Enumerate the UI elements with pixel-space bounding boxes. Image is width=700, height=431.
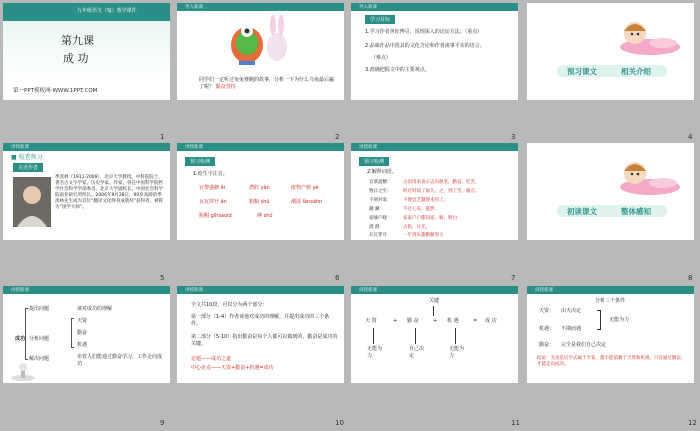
formula-success: 成 功 [485, 318, 497, 324]
row-diligence-value: 完全是我们自己决定 [561, 342, 607, 348]
arrow-3 [455, 328, 456, 344]
objective-3: 3.准确把握文中的主要观点。 [365, 67, 430, 73]
question-body: 同学们一定听过龟兔赛跑的故事，分析一下为什么乌龟最后赢了呢？ [199, 77, 335, 90]
slide-number: 10 [335, 419, 344, 427]
pinyin-1: 官黎盛糖 ǎi [199, 185, 226, 191]
label-analyze: 分析问题 [29, 336, 50, 342]
preview-button[interactable]: 预习课文 [567, 67, 597, 76]
slide-thumbnail-9[interactable] [3, 286, 170, 383]
note-opportunity: 无能为力 [449, 346, 465, 359]
slide-number: 1 [160, 133, 165, 141]
term-7-key: 瓦瓦穿开： [369, 233, 392, 238]
girl-illustration [615, 13, 685, 58]
pinyin-3: 废物产榜 yè [291, 185, 319, 191]
brace [597, 310, 601, 330]
header-bar [527, 286, 694, 294]
slide-number: 9 [160, 419, 165, 427]
term-3-key: 不屑对发： [369, 198, 392, 203]
objective-1: 1.学习作者务征博引、说理深入的论证方法。（重点） [365, 29, 483, 35]
girl-illustration [615, 153, 685, 198]
first-read-button[interactable]: 初读课文 [567, 207, 597, 216]
header-bar [351, 286, 518, 294]
item-diligence: 勤奋 [77, 330, 88, 336]
overview-button[interactable]: 整体感知 [621, 207, 651, 216]
header-bar [3, 286, 170, 294]
pinyin-7: 瓶帽 gìhsàoid [199, 213, 232, 219]
check-tag: 预习检测 [359, 157, 389, 166]
formula-opportunity: 机 遇 [447, 318, 459, 324]
slide-number: 6 [335, 274, 340, 282]
header-bar [351, 143, 518, 151]
objectives-tag: 学习目标 [365, 15, 395, 24]
slide-thumbnail-8[interactable] [527, 143, 694, 240]
part-two [191, 334, 339, 348]
header-bar [3, 143, 170, 151]
slide-number: 3 [511, 133, 516, 141]
tortoise-hare-illustration [225, 13, 295, 73]
slide-thumbnail-12[interactable] [527, 286, 694, 383]
pinyin-6: 潮湿 lǎnsàhn [291, 199, 323, 205]
center-label: 成功 [15, 336, 26, 342]
arrow-2 [415, 328, 416, 344]
bracket [25, 308, 28, 360]
title-area [3, 21, 170, 81]
header-bar [177, 3, 344, 11]
check-tag: 预习检测 [185, 157, 215, 166]
slide-header: 九年级语文（SJ）教学课件 [77, 8, 137, 14]
answer-highlight: 勤奋坚持 [215, 84, 236, 90]
header-text: 讲授新课 [11, 145, 29, 150]
row-opportunity-value: 不期而遇 [561, 326, 582, 332]
section-label: 检查预习 [18, 154, 43, 161]
lamp-decoration [9, 362, 37, 382]
slide-thumbnail-7[interactable] [351, 143, 518, 240]
slide-thumbnail-6[interactable] [177, 143, 344, 240]
question-text [199, 77, 334, 91]
terms-heading: 2.解释词语。 [367, 169, 397, 175]
author-tag: 走近作者 [13, 163, 43, 172]
part-one [191, 314, 339, 328]
term-4-value: 不过心头：滋然 [403, 207, 435, 212]
thesis-line: 中心论点——天资+勤奋+机遇=成功 [191, 365, 274, 371]
term-6-key: 潜 潜： [369, 225, 384, 230]
topic-line: 论题——成功之道 [191, 356, 232, 362]
formula-equals: = [473, 318, 478, 324]
header-bar [177, 286, 344, 294]
brace-label: 无能为力 [609, 317, 630, 323]
slide-number: 2 [335, 133, 340, 141]
term-1-key: 官慕盈糖： [369, 180, 392, 185]
slide-thumbnail-11[interactable] [351, 286, 518, 383]
slide-subtitle: 成 功 [63, 52, 89, 65]
slide-thumbnail-4[interactable] [527, 3, 694, 100]
pinyin-4: 瓦瓦穿开 ǎn [199, 199, 227, 205]
header-text: 讲授新课 [11, 288, 29, 293]
slide-thumbnail-10[interactable] [177, 286, 344, 383]
item-talent: 天资 [77, 318, 88, 324]
row-talent-key: 天资： [539, 308, 555, 314]
formula-talent: 天 资 [365, 318, 377, 324]
term-3-value: 不便宜乏题现来到了。 [403, 198, 448, 203]
key-arrow [433, 306, 434, 316]
pinyin-5: 粗粮 shū [249, 199, 270, 205]
term-5-value: 家家户户都知道。喻，明白 [403, 216, 457, 221]
term-2-key: 物日之至： [369, 189, 392, 194]
header-bar [351, 3, 518, 11]
bracket-inner [71, 318, 74, 348]
author-photo [13, 177, 51, 227]
analysis-title: 分析三个条件 [595, 298, 626, 304]
header-text: 讲授新课 [359, 145, 377, 150]
term-5-key: 家喻户晓： [369, 216, 392, 221]
row-diligence-key: 勤奋： [539, 342, 555, 348]
part-two-text: 第二部分（5-10）指出勤奋是每个人都可以做到的，勤奋是成功的关键。 [191, 334, 338, 347]
term-2-value: 经过时间了很久。之，到了至，极点。 [403, 189, 480, 194]
formula-plus-1: + [393, 318, 398, 324]
slide-number: 12 [688, 419, 697, 427]
slide-number: 11 [511, 419, 520, 427]
header-text: 讲授新课 [535, 288, 553, 293]
check-heading: 1.给生字注音。 [193, 171, 228, 177]
term-6-value: 古指，日光。 [403, 225, 430, 230]
pinyin-2: 潜腔 yān [249, 185, 270, 191]
pinyin-8: 缚 shū [257, 213, 273, 219]
term-7-value: 一年到头都勤勤努力 [403, 233, 444, 238]
section-title [11, 154, 43, 161]
slide-thumbnail-5[interactable] [3, 143, 170, 240]
slide-number: 7 [511, 274, 516, 282]
arrow-1 [373, 328, 374, 344]
slide-thumbnail-2[interactable] [177, 3, 344, 100]
term-4-key: 潮 潮： [369, 207, 384, 212]
intro-button[interactable]: 相关介绍 [621, 67, 651, 76]
item-conclusion: 牵着人们能通过勤奋学习、工作走向成功 [77, 354, 163, 367]
header-bar [177, 143, 344, 151]
label-solve: 解决问题 [29, 356, 50, 362]
objective-2: 2.品味作品中很具的文化含论和作者谈事平实的语言。 [365, 43, 485, 49]
structure-intro: 全文共10段，可以分为两个部分： [191, 302, 268, 308]
part-one-text: 第一部分（1-4）作者谈他对成功的理解，并提出成功的三个条件。 [191, 314, 330, 327]
formula-diligence: 勤 奋 [407, 318, 419, 324]
section-icon: ■ [11, 154, 19, 161]
slide-title: 第九课 [61, 34, 94, 47]
item-opportunity: 机遇 [77, 342, 88, 348]
header-text: 讲授新课 [185, 145, 203, 150]
slide-footer: 第一PPT模板网-WWW.1PPT.COM [13, 88, 98, 94]
row-talent-value: 由天决定 [561, 308, 582, 314]
note-diligence: 自己决定 [409, 346, 425, 359]
slide-thumbnail-1[interactable] [3, 3, 170, 100]
header-text: 讲授新课 [185, 288, 203, 293]
slide-number: 5 [160, 274, 165, 282]
slide-number: 8 [688, 274, 693, 282]
note-talent: 无能为力 [367, 346, 383, 359]
objective-2-note: （难点） [371, 55, 392, 61]
slide-thumbnail-3[interactable] [351, 3, 518, 100]
key-label: 关键 [429, 298, 440, 304]
author-bio: 季羡林（1911-2009），北京大学教授，中科院院士，著名古文字学家、历史学家、作家，曾任中国科学院哲学社会科学学部委员，北京大学副校长，中国社会科学院南亚研究所所长。2006年9月28日，90岁高龄的季羡林先生成为首位“翻译文化终身成就奖”获得者，被称为“国学大师”。 [55, 175, 164, 210]
item-understanding: 谈对成功的理解 [77, 306, 113, 312]
formula-plus-2: + [433, 318, 438, 324]
row-opportunity-key: 机遇： [539, 326, 555, 332]
header-text: 导入新课 [359, 5, 377, 10]
header-text: 导入新课 [185, 5, 203, 10]
term-1-value: 古语用来表示志向很坚，勤奋，吃苦。 [403, 180, 480, 185]
label-raise: 提出问题 [29, 306, 50, 312]
conclusion-text: 结论：无论是后学式属于专家，都不能依赖于天资和机遇，只有通过勤奋，才能走向成功。 [537, 356, 686, 367]
header-text: 讲授新课 [359, 288, 377, 293]
slide-number: 4 [688, 133, 693, 141]
